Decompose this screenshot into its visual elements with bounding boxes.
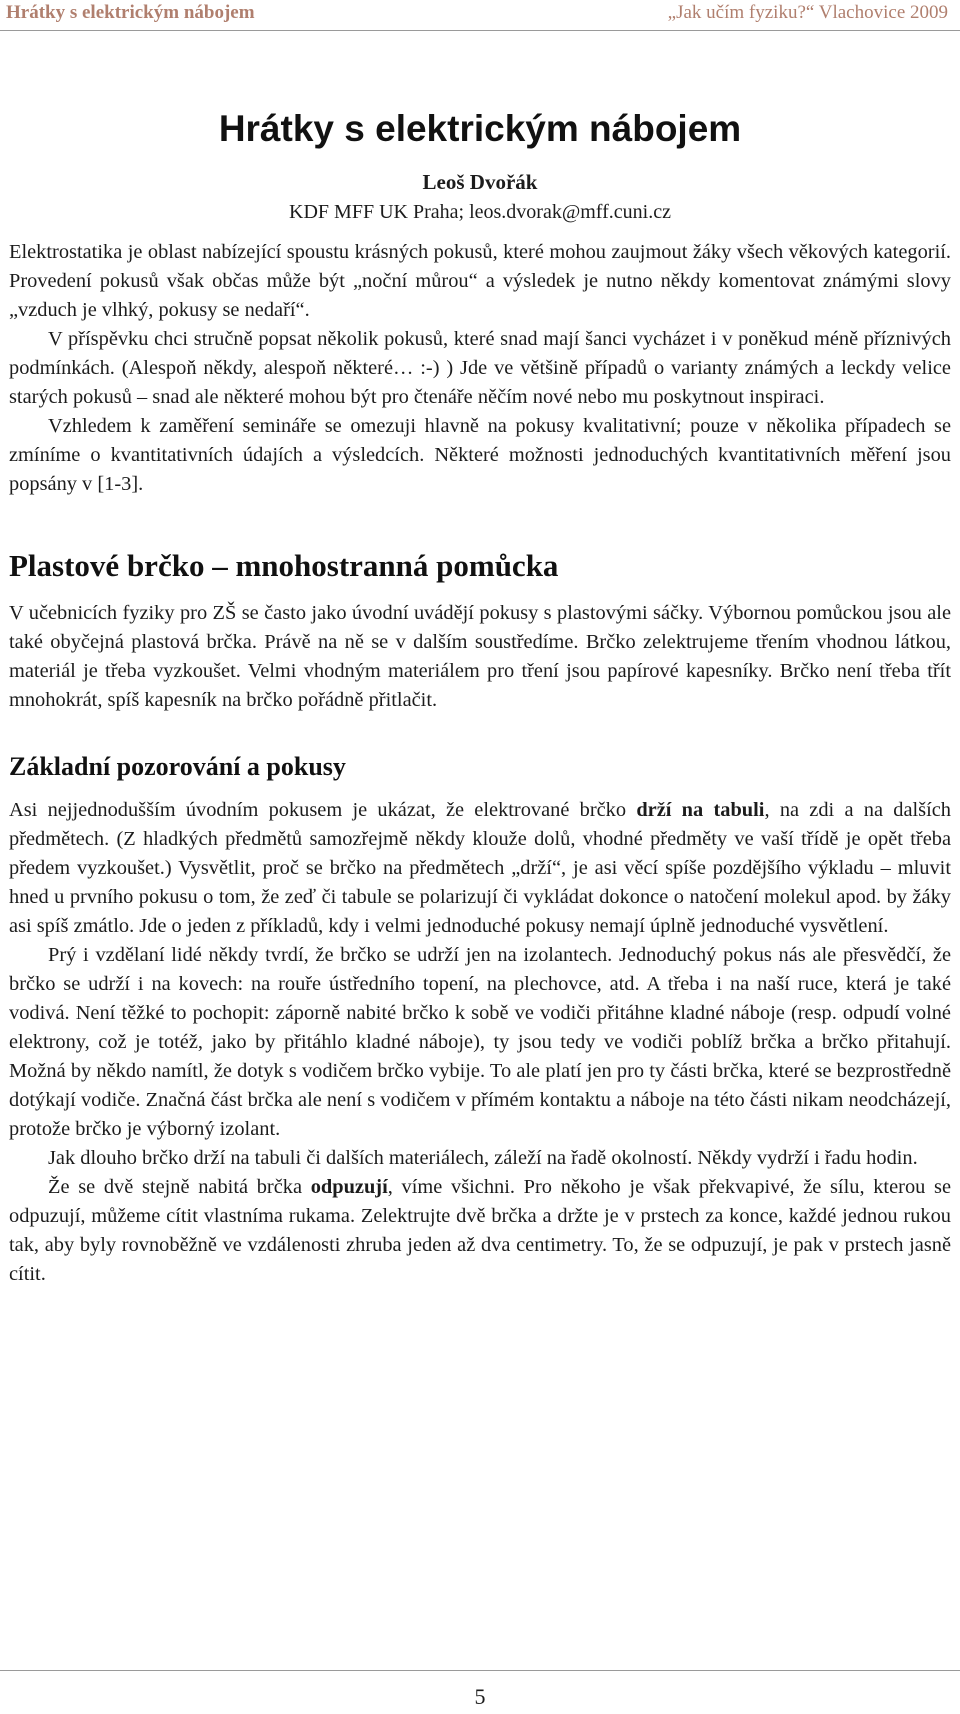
basic-paragraph-2: Prý i vzdělaní lidé někdy tvrdí, že brčko se udrží jen na izolantech. Jednoduchý pokus nás ale přesvědčí, že brčko se udrží i na kovech: na rouře ústředního topení, na plechovce, atd. A třeba i na naší ruce, která je také vodivá. Není těžké to pochopit: záporně nabité brčko k sobě ve vodiči přitáhne kladné náboje (resp. odpudí volné elektrony, což je totéž, jako by přitáhlo kladné náboje), ty jsou tedy ve vodiči poblíž brčka a brčko přitahují. Možná by někdo namítl, že dotyk s vodičem brčko vybije. To ale platí jen pro ty části brčka, které se bezprostředně dotýkají vodiče. Značná část brčka ale není s vodičem v přímém kontaktu a náboje na této části nikam neodcházejí, protože brčko je výborný izolant.: [9, 944, 951, 1140]
basic-paragraph-1: Asi nejjednodušším úvodním pokusem je ukázat, že elektrované brčko drží na tabuli, na zdi a na dalších předmětech. (Z hladkých předmětů samozřejmě někdy klouže dolů, vhodné předměty ve vaší třídě je opět třeba předem vyzkoušet.) Vysvětlit, proč se brčko na předmětech „drží“, je asi věcí spíše pozdějšího výkladu – mluvit hned u prvního pokusu o tom, že zeď či tabule se polarizují či vykládat dokonce o natočení molekul apod. by žáky asi spíš zmátlo. Jde o jeden z příkladů, kdy i velmi jednoduché pokusy nemají úplně jednoduché vysvětlení.: [9, 799, 952, 937]
page-number: 5: [474, 1684, 486, 1709]
author-affiliation: KDF MFF UK Praha; leos.dvorak@mff.cuni.cz: [289, 201, 671, 223]
author-name: Leoš Dvořák: [422, 170, 538, 194]
intro-paragraph-2: V příspěvku chci stručně popsat několik pokusů, které snad mají šanci vycházet i v poněkud méně příznivých podmínkách. (Alespoň někdy, alespoň některé… :-) ) Jde ve většině případů o varianty známých a leckdy velice starých pokusů – snad ale některé mohou být pro čtenáře něčím nové nebo mu poskytnout inspiraci.: [9, 328, 951, 408]
running-header-title: Hrátky s elektrickým nábojem: [6, 2, 255, 23]
section-heading-basic-observations: Základní pozorování a pokusy: [9, 752, 346, 781]
running-header: [0, 0, 960, 31]
straw-paragraph-1: V učebnicích fyziky pro ZŠ se často jako úvodní uvádějí pokusy s plastovými sáčky. Výbornou pomůckou jsou ale také obyčejná plastová brčka. Právě na ně se v dalším soustředíme. Brčko zelektrujeme třením vhodnou látkou, materiál je třeba vyzkoušet. Velmi vhodným materiálem pro tření jsou papírové kapesníky. Brčko není třeba třít mnohokrát, spíš kapesník na brčko pořádně přitlačit.: [9, 602, 951, 711]
basic-paragraph-4: Že se dvě stejně nabitá brčka odpuzují, víme všichni. Pro někoho je však překvapivé, že sílu, kterou se odpuzují, můžeme cítit vlastníma rukama. Zelektrujte dvě brčka a držte je v prstech za konce, každé jednou rukou tak, aby byly rovnoběžně ve vzdálenosti zhruba jeden až dva centimetry. To, že se odpuzují, je pak v prstech jasně cítit.: [9, 1176, 952, 1285]
intro-paragraph-3: Vzhledem k zaměření semináře se omezuji hlavně na pokusy kvalitativní; pouze v několika případech se zmíníme o kvantitativních údajích a výsledcích. Některé možnosti jednoduchých kvantitativních měření jsou popsány v [1-3].: [9, 415, 951, 495]
basic-paragraph-3: Jak dlouho brčko drží na tabuli či dalších materiálech, záleží na řadě okolností. Někdy vydrží i řadu hodin.: [48, 1147, 918, 1169]
section-straw-body: [9, 599, 951, 715]
paper-title: Hrátky s elektrickým nábojem: [218, 108, 742, 149]
emphasis-holds-on-board: drží na tabuli: [636, 799, 765, 821]
section-basic-observations-body: [9, 796, 951, 1289]
section-heading-straw: Plastové brčko – mnohostranná pomůcka: [9, 548, 559, 583]
footer-rule: [0, 1670, 960, 1671]
intro-paragraph-1: Elektrostatika je oblast nabízející spoustu krásných pokusů, které mohou zaujmout žáky všech věkových kategorií. Provedení pokusů však občas může být „noční můrou“ a výsledek je nutno někdy komentovat známými slovy „vzduch je vlhký, pokusy se nedaří“.: [9, 241, 951, 321]
intro-section: [9, 238, 951, 499]
emphasis-repel: odpuzují: [310, 1176, 388, 1198]
running-header-event: „Jak učím fyziku?“ Vlachovice 2009: [667, 2, 948, 23]
